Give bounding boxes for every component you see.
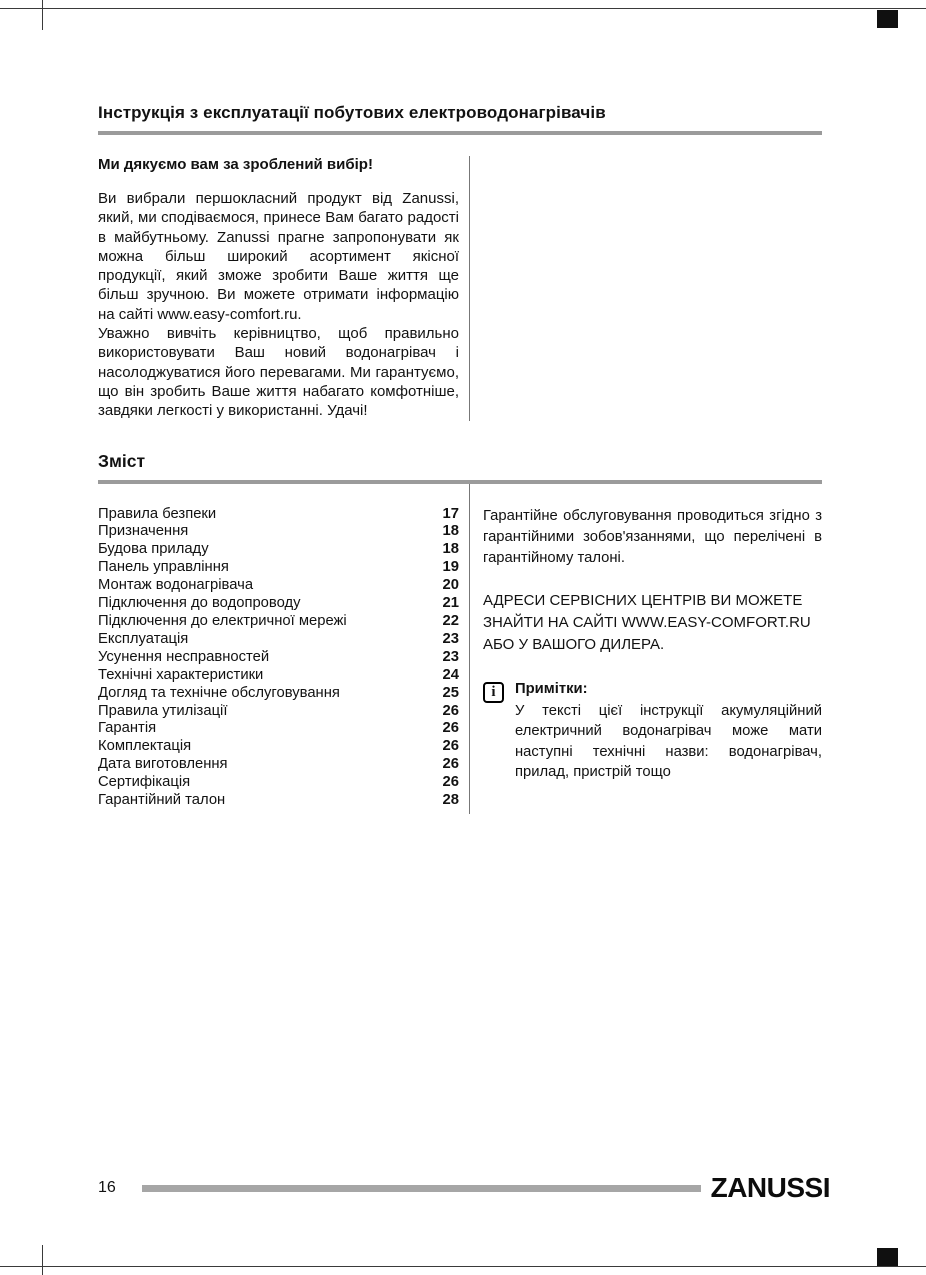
toc-page-number: 25 (442, 684, 459, 701)
toc-label: Підключення до водопроводу (98, 595, 301, 612)
toc-row (98, 703, 459, 721)
toc-page-number: 21 (442, 595, 459, 612)
page-content (98, 0, 822, 814)
toc-row (98, 774, 459, 792)
toc-row (98, 506, 459, 524)
toc-row (98, 577, 459, 595)
toc-page-number: 22 (442, 613, 459, 629)
toc-row (98, 559, 459, 577)
toc-label: Монтаж водонагрівача (98, 577, 254, 594)
zanussi-logo: ZANUSSI (710, 1172, 830, 1203)
toc-label: Усунення несправностей (98, 648, 270, 665)
contents-section (98, 484, 822, 814)
intro-paragraph-1: Ви вибрали першокласний продукт від Zanussi, який, ми сподіваємося, принесе Вам багато радості в майбутньому. Zanussi прагне запропонувати як можна більш широкий асортимент якісної продукції, який зможе зробити Ваше життя ще більш зручною. Ви можете отримати інформацію на сайті www.easy-comfort.ru. (98, 190, 459, 323)
toc-page-number: 26 (442, 702, 459, 719)
toc-page-number: 26 (442, 756, 459, 773)
toc-label: Дата виготовлення (98, 756, 228, 773)
toc-row (98, 613, 459, 631)
toc-label: Експлуатація (98, 630, 189, 647)
warranty-paragraph: Гарантійне обслуговування проводиться згідно з гарантійними зобов'язаннями, що перелічені в гарантійному талоні. (483, 507, 822, 566)
toc-page-number: 24 (442, 666, 459, 683)
toc-row (98, 631, 459, 649)
toc-label: Сертифікація (98, 774, 191, 791)
toc-row (98, 667, 459, 685)
toc-page-number: 26 (442, 738, 459, 755)
intro-left-column (98, 156, 470, 421)
toc-label: Підключення до електричної мережі (98, 613, 347, 629)
toc-page-number: 26 (442, 720, 459, 737)
toc-page-number: 18 (442, 523, 459, 540)
intro-heading: Ми дякуємо вам за зроблений вибір! (98, 156, 373, 173)
page-number: 16 (98, 1179, 116, 1196)
crop-tick-bottom-left (42, 1245, 43, 1275)
title-rule (98, 131, 822, 135)
toc-page-number: 23 (442, 648, 459, 665)
toc-page-number: 26 (442, 774, 459, 791)
registration-mark-bottom (877, 1248, 898, 1266)
toc-label: Панель управління (98, 559, 229, 576)
notes-text: У тексті цієї інструкції акумуляційний електричний водонагрівач може мати наступні технічні назви: водонагрівач, прилад, пристрій тощо (515, 702, 822, 781)
toc-row (98, 738, 459, 756)
intro-section (98, 156, 822, 421)
page-footer (98, 1172, 830, 1204)
toc-label: Гарантія (98, 720, 157, 737)
toc-label: Призначення (98, 523, 189, 540)
toc-row (98, 685, 459, 703)
page-title: Інструкція з експлуатації побутових електроводонагрівачів (98, 103, 606, 122)
toc-page-number: 23 (442, 630, 459, 647)
toc-row (98, 720, 459, 738)
toc-row (98, 595, 459, 613)
toc-page-number: 20 (442, 577, 459, 594)
contents-heading: Зміст (98, 450, 146, 471)
toc-row (98, 523, 459, 541)
notes-body (515, 681, 822, 783)
toc-label: Правила безпеки (98, 505, 217, 522)
info-icon: i (483, 682, 504, 703)
toc-row (98, 792, 459, 810)
toc-row (98, 541, 459, 559)
crop-tick-top-left (42, 0, 43, 30)
toc-row (98, 649, 459, 667)
intro-right-column (470, 156, 822, 421)
registration-mark-top (877, 10, 898, 28)
crop-line-bottom (0, 1266, 926, 1267)
toc-row (98, 756, 459, 774)
toc-page-number: 18 (442, 541, 459, 558)
toc-label: Гарантійний талон (98, 792, 226, 809)
toc-column (98, 484, 470, 814)
notes-block (483, 681, 822, 783)
toc-label: Догляд та технічне обслуговування (98, 684, 340, 701)
intro-paragraph-2: Уважно вивчіть керівництво, щоб правильно використовувати Ваш новий водонагрівач і насолоджуватися його перевагами. Ми гарантуємо, що він зробить Ваше життя набагато комфотніше, завдяки легкості у використанні. Удачі! (98, 325, 459, 420)
footer-divider-bar (142, 1185, 701, 1192)
service-centers-paragraph: АДРЕСИ СЕРВІСНИХ ЦЕНТРІВ ВИ МОЖЕТЕ ЗНАЙТИ НА САЙТІ WWW.EASY-COMFORT.RU АБО У ВАШОГО ДИЛЕРА. (483, 591, 811, 653)
contents-right-column (470, 484, 822, 814)
notes-heading: Примітки: (515, 680, 588, 697)
toc-label: Правила утилізації (98, 702, 228, 719)
toc-page-number: 17 (442, 505, 459, 522)
toc-label: Будова приладу (98, 541, 209, 558)
toc-label: Технічні характеристики (98, 666, 264, 683)
toc-page-number: 19 (442, 559, 459, 576)
toc-label: Комплектація (98, 738, 192, 755)
toc-page-number: 28 (442, 792, 459, 809)
